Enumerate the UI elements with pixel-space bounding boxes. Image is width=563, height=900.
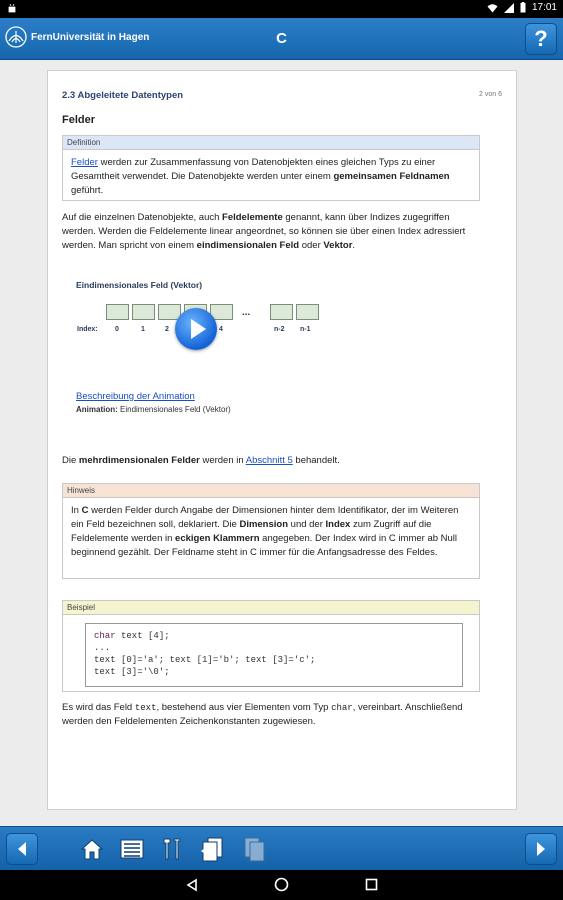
battery-icon [520, 2, 526, 13]
example-box [62, 600, 480, 692]
bold-run: Index [325, 519, 351, 530]
help-button[interactable]: ? [525, 23, 557, 55]
felder-link[interactable]: Felder [71, 157, 98, 168]
index-value: n-1 [300, 326, 311, 333]
code-line: text [3]='\0'; [94, 667, 170, 677]
index-value: 0 [115, 326, 119, 333]
status-bar [0, 0, 563, 18]
hint-caption: Hinweis [63, 484, 479, 498]
page-heading: Felder [62, 114, 96, 126]
hint-box [62, 483, 480, 579]
inline-code: char [331, 703, 353, 713]
page-number: 2 von 6 [479, 91, 502, 98]
code-line: text [0]='a'; text [1]='b'; text [3]='c'; [94, 655, 316, 665]
system-nav-bar [0, 870, 563, 900]
bold-run: Feldelemente [222, 212, 283, 223]
definition-text [63, 150, 479, 204]
text-run: werden Felder durch Angabe der Dimensionen hinter dem Identifikator, der im Weiteren ein Feld bezeichnen soll, deklariert. Die [71, 505, 459, 530]
home-nav-icon[interactable] [274, 877, 289, 892]
bold-run: Dimension [239, 519, 289, 530]
pages-icon [199, 835, 227, 863]
signal-icon [504, 3, 514, 13]
bottom-toolbar [0, 826, 563, 870]
next-page-button[interactable] [525, 833, 557, 865]
paragraph-example-explanation [62, 701, 482, 729]
array-cell [270, 304, 293, 320]
play-icon[interactable] [175, 308, 217, 350]
wifi-icon [487, 3, 498, 13]
definition-bold: gemeinsamen Feldnamen [333, 171, 450, 182]
code-line: ... [94, 643, 111, 653]
logo-text: FernUniversität in Hagen [31, 31, 150, 43]
paragraph-mehrdimensional [62, 454, 482, 468]
contents-button[interactable] [116, 832, 148, 865]
example-caption: Beispiel [63, 601, 479, 615]
animation-widget[interactable] [74, 271, 354, 391]
next-pages-button[interactable] [238, 832, 270, 865]
app-bar [0, 18, 563, 60]
ellipsis: ... [242, 307, 251, 318]
definition-part: geführt. [71, 185, 104, 196]
paragraph-feldelemente [62, 211, 482, 253]
text-run: und der [288, 519, 326, 530]
index-value: 2 [165, 326, 169, 333]
tools-button[interactable] [156, 832, 188, 865]
definition-caption: Definition [63, 136, 479, 150]
home-icon [79, 836, 105, 862]
text-run: . [352, 240, 356, 251]
text-run: Es wird das Feld [62, 702, 135, 713]
definition-part: werden zur Zusammenfassung von Datenobjekten eines gleichen Typs zu einer Gesamtheit verwendet. Die Datenobjekte werden unter einem [71, 157, 436, 182]
definition-box [62, 135, 480, 201]
tools-icon [159, 836, 185, 862]
animation-title: Eindimensionales Feld (Vektor) [76, 280, 203, 290]
back-icon[interactable] [185, 878, 199, 892]
array-cell [106, 304, 129, 320]
recents-icon[interactable] [365, 878, 378, 891]
inline-code: text [134, 703, 157, 713]
animation-caption-label: Animation: [76, 405, 118, 414]
bold-run: mehrdimensionalen Felder [78, 455, 200, 466]
text-run: werden in [199, 455, 246, 466]
text-run: Auf die einzelnen Datenobjekte, auch [62, 212, 223, 223]
text-run: Die [62, 455, 79, 466]
arrow-right-icon [526, 834, 556, 864]
content-area [0, 61, 563, 826]
code-text: text [4]; [115, 631, 170, 641]
index-value: n-2 [274, 326, 285, 333]
text-run: behandelt. [292, 455, 340, 466]
animation-caption-text: Eindimensionales Feld (Vektor) [117, 405, 231, 414]
clock: 17:01 [531, 2, 557, 13]
list-icon [119, 838, 145, 860]
code-block [85, 623, 463, 687]
animation-description-link[interactable]: Beschreibung der Animation [76, 391, 195, 402]
code-keyword: char [94, 631, 116, 641]
index-value: 1 [141, 326, 145, 333]
array-cell [296, 304, 319, 320]
animation-caption [76, 405, 231, 414]
abschnitt-5-link[interactable]: Abschnitt 5 [245, 455, 293, 466]
bold-run: Vektor [323, 240, 353, 251]
text-run: angegeben. Der Index wird in C immer ab Null beginnend gezählt. Der Feldname steht in C immer für die Anfangsadresse des Feldes. [71, 533, 458, 558]
pages-forward-icon [240, 835, 268, 863]
bold-run: eindimensionalen Feld [196, 240, 300, 251]
text-run: , bestehend aus vier Elementen vom Typ [156, 702, 332, 713]
bold-run: eckigen Klammern [175, 533, 260, 544]
hint-text [63, 498, 479, 566]
index-label: Index: [77, 326, 98, 333]
text-run: , vereinbart. Anschließend werden den Feldelementen Zeichenkonstanten zugewiesen. [62, 702, 463, 727]
text-run: In [71, 505, 82, 516]
bold-run: C [81, 505, 89, 516]
index-value: 4 [219, 326, 223, 333]
text-run: genannt, kann über Indizes zugegriffen werden. Werden die Feldelemente linear angeordnet, so können sie über einen Index adressiert werden. Man spricht von einem [62, 212, 466, 251]
text-run: zum Zugriff auf die Feldelemente werden in [71, 519, 432, 544]
code-line [94, 630, 454, 642]
android-icon [7, 3, 17, 13]
home-button[interactable] [76, 832, 108, 865]
arrow-left-icon [7, 834, 37, 864]
app-title: C [276, 30, 287, 47]
previous-page-button[interactable] [6, 833, 38, 865]
array-cell [132, 304, 155, 320]
page-card [47, 70, 517, 810]
pages-button[interactable] [197, 832, 229, 865]
section-title: 2.3 Abgeleitete Datentypen [62, 90, 184, 101]
text-run: oder [299, 240, 324, 251]
